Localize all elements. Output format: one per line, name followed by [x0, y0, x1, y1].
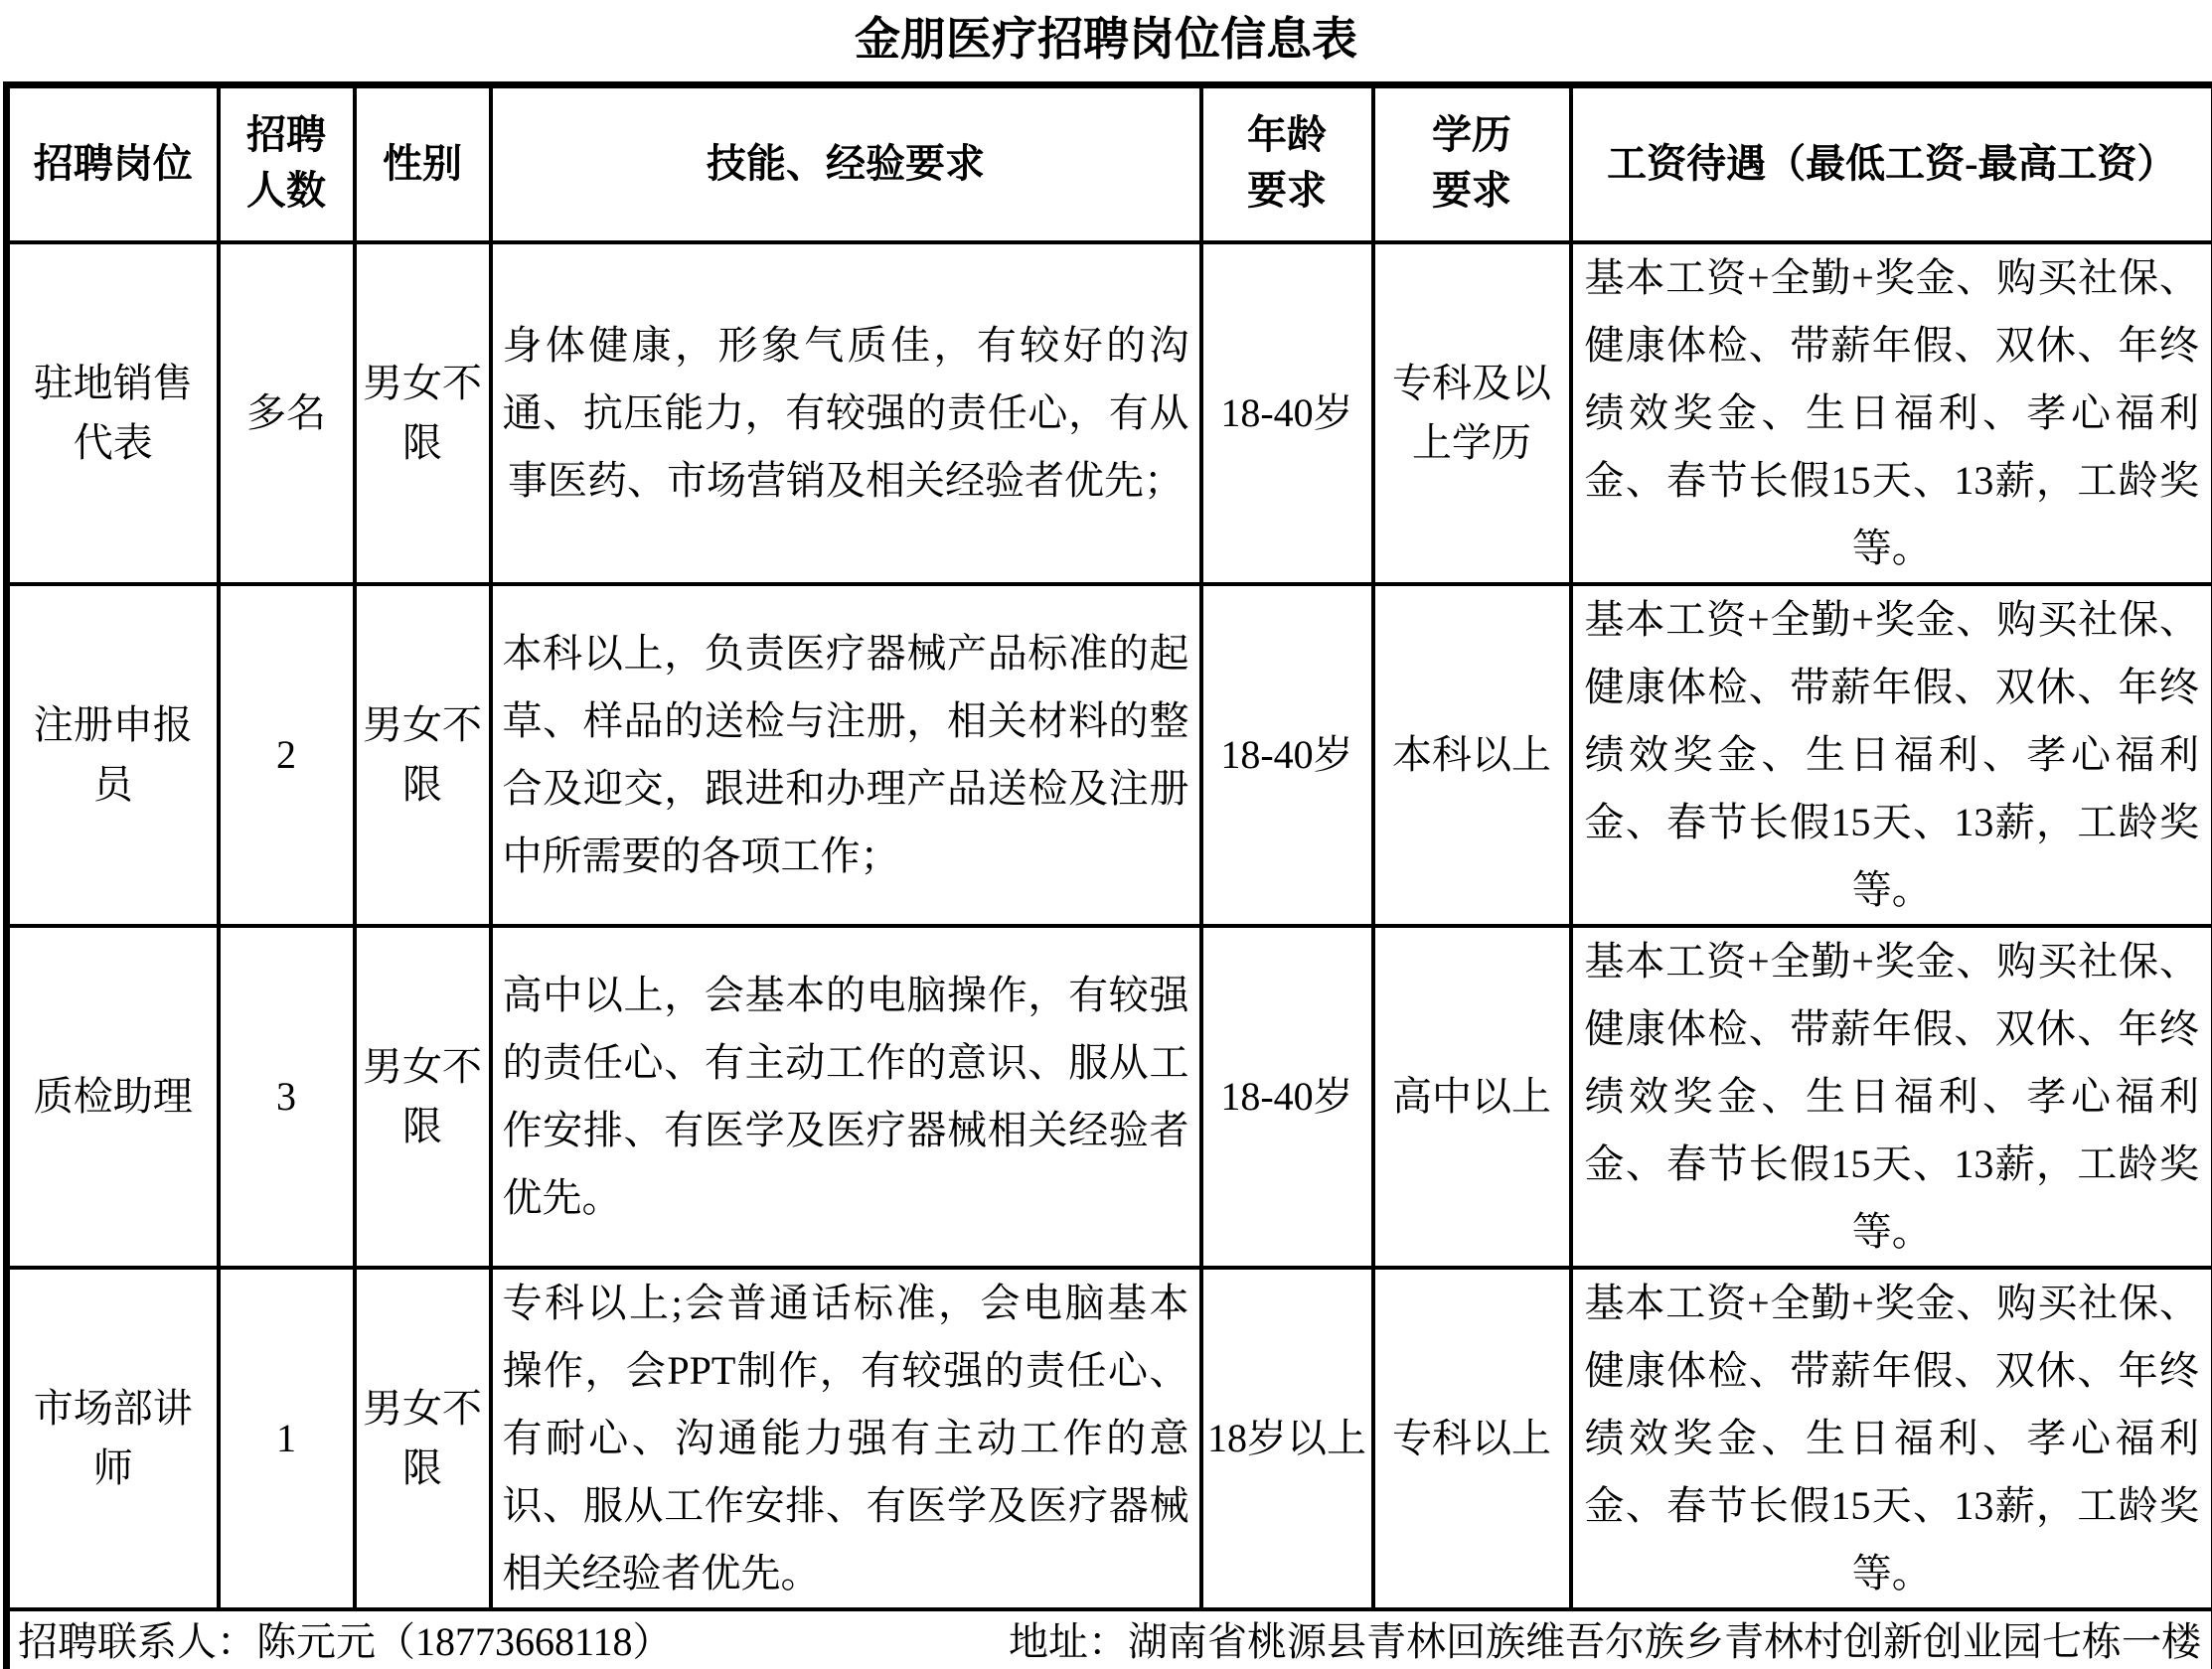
cell-skills: 专科以上;会普通话标准，会电脑基本操作，会PPT制作，有较强的责任心、有耐心、沟通能力强有主动工作的意识、服从工作安排、有医学及医疗器械相关经验者优先。: [491, 1268, 1201, 1609]
cell-headcount: 1: [219, 1268, 355, 1609]
footer-cell: [7, 1609, 2212, 1669]
cell-salary: 基本工资+全勤+奖金、购买社保、健康体检、带薪年假、双休、年终绩效奖金、生日福利、孝心福利金、春节长假15天、13薪，工龄奖等。: [1571, 1268, 2212, 1609]
page-title: 金朋医疗招聘岗位信息表: [855, 14, 1357, 65]
cell-position: 注册申报员: [7, 584, 219, 926]
cell-skills: 身体健康，形象气质佳，有较好的沟通、抗压能力，有较强的责任心，有从事医药、市场营销及相关经验者优先；: [491, 242, 1201, 584]
cell-skills: 本科以上，负责医疗器械产品标准的起草、样品的送检与注册，相关材料的整合及迎交，跟进和办理产品送检及注册中所需要的各项工作；: [491, 584, 1201, 926]
cell-gender: 男女不限: [355, 242, 491, 584]
cell-age: 18-40岁: [1201, 584, 1373, 926]
cell-gender: 男女不限: [355, 926, 491, 1268]
header-cell-headcount-label: 招聘人数: [246, 112, 326, 214]
recruitment-contact: 招聘联系人：陈元元（18773668118）: [18, 1619, 673, 1665]
header-cell-education: [1373, 85, 1571, 242]
cell-gender: 男女不限: [355, 584, 491, 926]
table-row: [7, 926, 2212, 1268]
cell-education: 专科以上: [1373, 1268, 1571, 1609]
table-row: [7, 1268, 2212, 1609]
cell-skills: 高中以上，会基本的电脑操作，有较强的责任心、有主动工作的意识、服从工作安排、有医学及医疗器械相关经验者优先。: [491, 926, 1201, 1268]
cell-education: 专科及以上学历: [1373, 242, 1571, 584]
cell-salary: 基本工资+全勤+奖金、购买社保、健康体检、带薪年假、双休、年终绩效奖金、生日福利、孝心福利金、春节长假15天、13薪，工龄奖等。: [1571, 926, 2212, 1268]
cell-age: 18-40岁: [1201, 926, 1373, 1268]
header-cell-position: 招聘岗位: [7, 85, 219, 242]
cell-gender: 男女不限: [355, 1268, 491, 1609]
header-cell-gender: 性别: [355, 85, 491, 242]
cell-education: 高中以上: [1373, 926, 1571, 1268]
header-cell-education-label: 学历要求: [1432, 112, 1511, 214]
cell-salary: 基本工资+全勤+奖金、购买社保、健康体检、带薪年假、双休、年终绩效奖金、生日福利、孝心福利金、春节长假15天、13薪，工龄奖等。: [1571, 242, 2212, 584]
cell-age: 18-40岁: [1201, 242, 1373, 584]
cell-headcount: 3: [219, 926, 355, 1268]
company-address: 地址：湖南省桃源县青林回族维吾尔族乡青林村创新创业园七栋一楼: [1009, 1619, 2201, 1665]
cell-headcount: 多名: [219, 242, 355, 584]
recruitment-table: [3, 81, 2212, 1669]
header-cell-salary: 工资待遇（最低工资-最高工资）: [1571, 85, 2212, 242]
table-header-row: [7, 85, 2212, 242]
table-footer-row: [7, 1609, 2212, 1669]
table-row: [7, 242, 2212, 584]
header-cell-age-label: 年龄要求: [1247, 112, 1327, 214]
cell-position: 驻地销售代表: [7, 242, 219, 584]
cell-education: 本科以上: [1373, 584, 1571, 926]
cell-headcount: 2: [219, 584, 355, 926]
header-cell-skills: 技能、经验要求: [491, 85, 1201, 242]
table-row: [7, 584, 2212, 926]
cell-salary: 基本工资+全勤+奖金、购买社保、健康体检、带薪年假、双休、年终绩效奖金、生日福利、孝心福利金、春节长假15天、13薪，工龄奖等。: [1571, 584, 2212, 926]
header-cell-headcount: [219, 85, 355, 242]
cell-age: 18岁以上: [1201, 1268, 1373, 1609]
cell-position: 市场部讲师: [7, 1268, 219, 1609]
header-cell-age: [1201, 85, 1373, 242]
cell-position: 质检助理: [7, 926, 219, 1268]
